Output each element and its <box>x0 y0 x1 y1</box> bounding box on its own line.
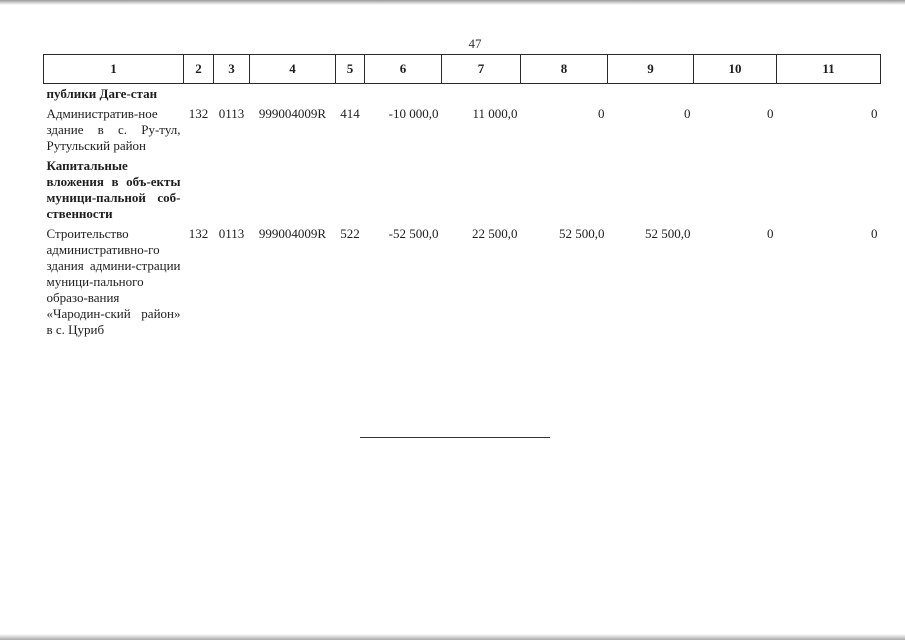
column-header: 6 <box>365 55 442 84</box>
scan-edge-bottom <box>0 634 905 640</box>
column-header: 3 <box>214 55 250 84</box>
scan-edge-top <box>0 0 905 5</box>
table-cell <box>521 156 608 224</box>
table-row <box>44 104 881 156</box>
end-divider-line <box>360 437 550 438</box>
table-cell <box>250 156 336 224</box>
table-cell: 0 <box>767 106 774 121</box>
table-header-row <box>44 55 881 84</box>
table-cell <box>694 84 777 105</box>
table-cell: 52 500,0 <box>645 226 691 241</box>
column-header: 4 <box>250 55 336 84</box>
table-cell <box>608 156 694 224</box>
table-cell <box>184 156 214 224</box>
table-cell <box>336 84 365 105</box>
table-cell: 0 <box>767 226 774 241</box>
table-cell: 22 500,0 <box>472 226 518 241</box>
table-cell <box>365 84 442 105</box>
table-cell: 0 <box>684 106 691 121</box>
table-cell: 132 <box>188 226 209 241</box>
row-name: публики Даге-стан <box>46 86 158 101</box>
page-number: 47 <box>468 36 482 51</box>
budget-table <box>43 54 881 340</box>
row-name: Капитальные вложения в объ-екты муници-пальной соб-ственности <box>46 158 181 221</box>
table-cell <box>214 156 250 224</box>
table-cell <box>694 156 777 224</box>
table-cell: 999004009R <box>258 106 327 121</box>
table-cell: -52 500,0 <box>388 226 439 241</box>
table-cell <box>214 84 250 105</box>
table-cell <box>336 156 365 224</box>
table-cell <box>442 84 521 105</box>
column-header: 9 <box>608 55 694 84</box>
table-cell: 0113 <box>218 106 245 121</box>
table-cell: 999004009R <box>258 226 327 241</box>
row-name: Административ-ное здание в с. Ру-тул, Рутульский район <box>46 106 181 153</box>
column-header: 1 <box>44 55 184 84</box>
column-header: 2 <box>184 55 214 84</box>
table-cell: 522 <box>340 226 360 241</box>
table-cell <box>608 84 694 105</box>
column-header: 5 <box>336 55 365 84</box>
table-cell: 414 <box>340 106 360 121</box>
table-cell: 132 <box>188 106 209 121</box>
table-cell: 0113 <box>218 226 245 241</box>
table-cell <box>777 156 881 224</box>
table-cell: -10 000,0 <box>388 106 439 121</box>
table-cell <box>777 84 881 105</box>
table-cell: 0 <box>871 226 878 241</box>
table-cell <box>184 84 214 105</box>
table-cell <box>250 84 336 105</box>
column-header: 7 <box>442 55 521 84</box>
table-cell <box>442 156 521 224</box>
table-row <box>44 156 881 224</box>
table-cell: 0 <box>871 106 878 121</box>
column-header: 10 <box>694 55 777 84</box>
table-cell: 52 500,0 <box>559 226 605 241</box>
table-cell: 0 <box>598 106 605 121</box>
column-header: 11 <box>777 55 881 84</box>
column-header: 8 <box>521 55 608 84</box>
table-cell <box>365 156 442 224</box>
table-cell: 11 000,0 <box>472 106 518 121</box>
table-cell <box>521 84 608 105</box>
table-row <box>44 84 881 105</box>
row-name: Строительство административно-го здания админи-страции муници-пального образо-вания «Чародин-ский район» в с. Цуриб <box>46 226 181 337</box>
table-row <box>44 224 881 340</box>
